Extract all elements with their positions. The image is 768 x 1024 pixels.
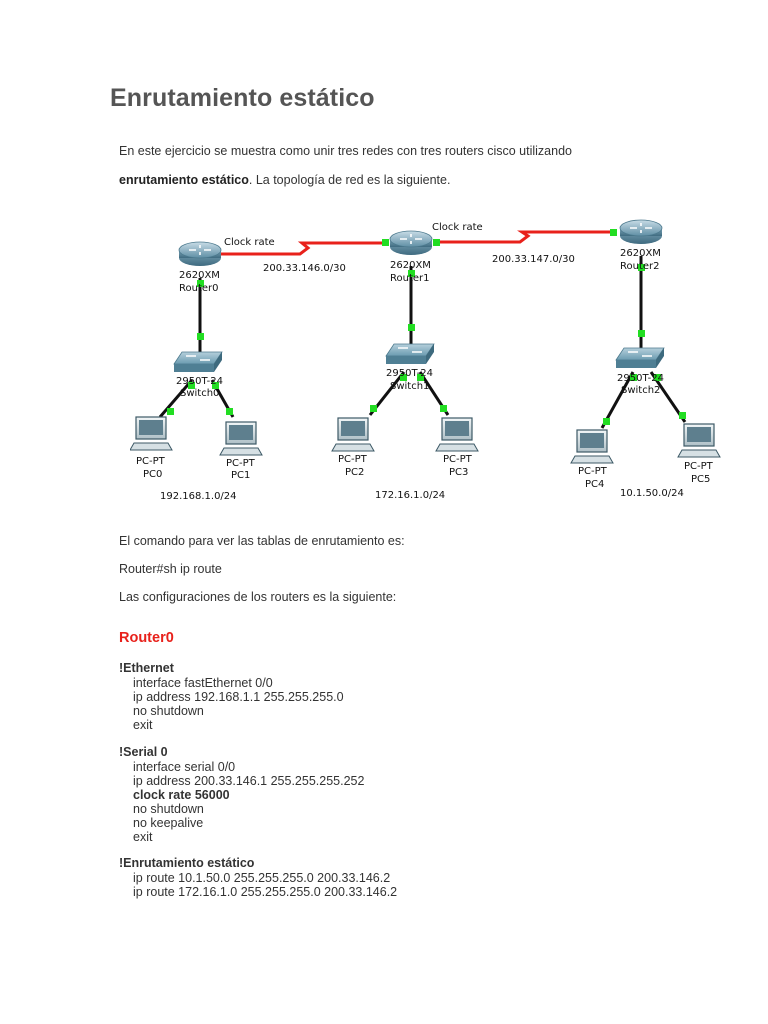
pc-icon-pc0[interactable]	[130, 417, 172, 450]
router2-model: 2620XM	[620, 248, 661, 259]
code-line: interface fastEthernet 0/0	[133, 676, 273, 690]
lan-network-label-2: 172.16.1.0/24	[375, 490, 446, 501]
code-line: exit	[133, 718, 153, 732]
serial-link-r1-r2	[436, 232, 616, 242]
router-icon-router2[interactable]	[620, 220, 662, 244]
intro-rest: . La topología de red es la siguiente.	[248, 173, 451, 187]
pc5-type: PC-PT	[684, 461, 713, 472]
pc-icon-pc4[interactable]	[571, 430, 613, 463]
router0-model: 2620XM	[179, 270, 220, 281]
code-line-bold: clock rate 56000	[133, 788, 230, 802]
code-line: ip address 192.168.1.1 255.255.255.0	[133, 690, 344, 704]
serial-network-label-link1: 200.33.146.0/30	[263, 263, 346, 274]
clock-rate-label-link1: Clock rate	[224, 237, 275, 248]
pc2-name: PC2	[345, 467, 365, 478]
pc-icon-pc3[interactable]	[436, 418, 478, 451]
code-line: interface serial 0/0	[133, 760, 236, 774]
command-intro: El comando para ver las tablas de enrutamiento es:	[119, 534, 405, 548]
switch-icon-switch0[interactable]	[174, 352, 222, 372]
pc-icon-pc5[interactable]	[678, 424, 720, 457]
router1-model: 2620XM	[390, 260, 431, 271]
pc-icon-pc2[interactable]	[332, 418, 374, 451]
port-status-dots	[167, 229, 686, 425]
pc2-type: PC-PT	[338, 454, 367, 465]
network-topology-diagram	[130, 212, 730, 512]
switch0-name: Switch0	[180, 388, 220, 399]
router-icon-router1[interactable]	[390, 231, 432, 255]
pc1-name: PC1	[231, 470, 251, 481]
switch2-model: 2950T-24	[617, 373, 664, 384]
code-line: ip route 172.16.1.0 255.255.255.0 200.33.146.2	[133, 885, 398, 899]
section-title-ethernet: !Ethernet	[119, 661, 174, 675]
switch0-model: 2950T-24	[176, 376, 223, 387]
pc1-type: PC-PT	[226, 458, 255, 469]
page-title: Enrutamiento estático	[110, 84, 375, 112]
router2-name: Router2	[620, 261, 660, 272]
clock-rate-label-link2: Clock rate	[432, 222, 483, 233]
switch-icon-switch2[interactable]	[616, 348, 664, 368]
serial-network-label-link2: 200.33.147.0/30	[492, 254, 575, 265]
intro-paragraph-line2	[119, 173, 450, 187]
intro-paragraph-line1: En este ejercicio se muestra como unir tres redes con tres routers cisco utilizando	[119, 144, 572, 158]
router1-name: Router1	[390, 273, 430, 284]
pc3-name: PC3	[449, 467, 469, 478]
switch-icon-switch1[interactable]	[386, 344, 434, 364]
code-line: ip address 200.33.146.1 255.255.255.252	[133, 774, 365, 788]
router0-heading: Router0	[119, 630, 174, 646]
code-line: no shutdown	[133, 704, 204, 718]
switch1-name: Switch1	[390, 381, 430, 392]
code-line: no keepalive	[133, 816, 204, 830]
code-line: no shutdown	[133, 802, 204, 816]
pc-icon-pc1[interactable]	[220, 422, 262, 455]
code-line: exit	[133, 830, 153, 844]
pc4-type: PC-PT	[578, 466, 607, 477]
switch2-name: Switch2	[621, 385, 661, 396]
pc4-name: PC4	[585, 479, 605, 490]
pc0-type: PC-PT	[136, 456, 165, 467]
switch1-model: 2950T-24	[386, 368, 433, 379]
router-icon-router0[interactable]	[179, 242, 221, 266]
command-text: Router#sh ip route	[119, 562, 222, 576]
code-line: ip route 10.1.50.0 255.255.255.0 200.33.146.2	[133, 871, 391, 885]
lan-network-label-3: 10.1.50.0/24	[620, 488, 684, 499]
section-title-static-routing: !Enrutamiento estático	[119, 856, 255, 870]
pc3-type: PC-PT	[443, 454, 472, 465]
lan-network-label-1: 192.168.1.0/24	[160, 491, 237, 502]
code-block-serial	[133, 760, 364, 844]
router0-name: Router0	[179, 283, 219, 294]
config-intro: Las configuraciones de los routers es la siguiente:	[119, 590, 397, 604]
code-block-ethernet	[133, 676, 344, 732]
pc0-name: PC0	[143, 469, 163, 480]
code-block-static-routing	[133, 871, 397, 899]
intro-bold-term: enrutamiento estático	[119, 173, 249, 187]
section-title-serial: !Serial 0	[119, 745, 168, 759]
pc5-name: PC5	[691, 474, 711, 485]
